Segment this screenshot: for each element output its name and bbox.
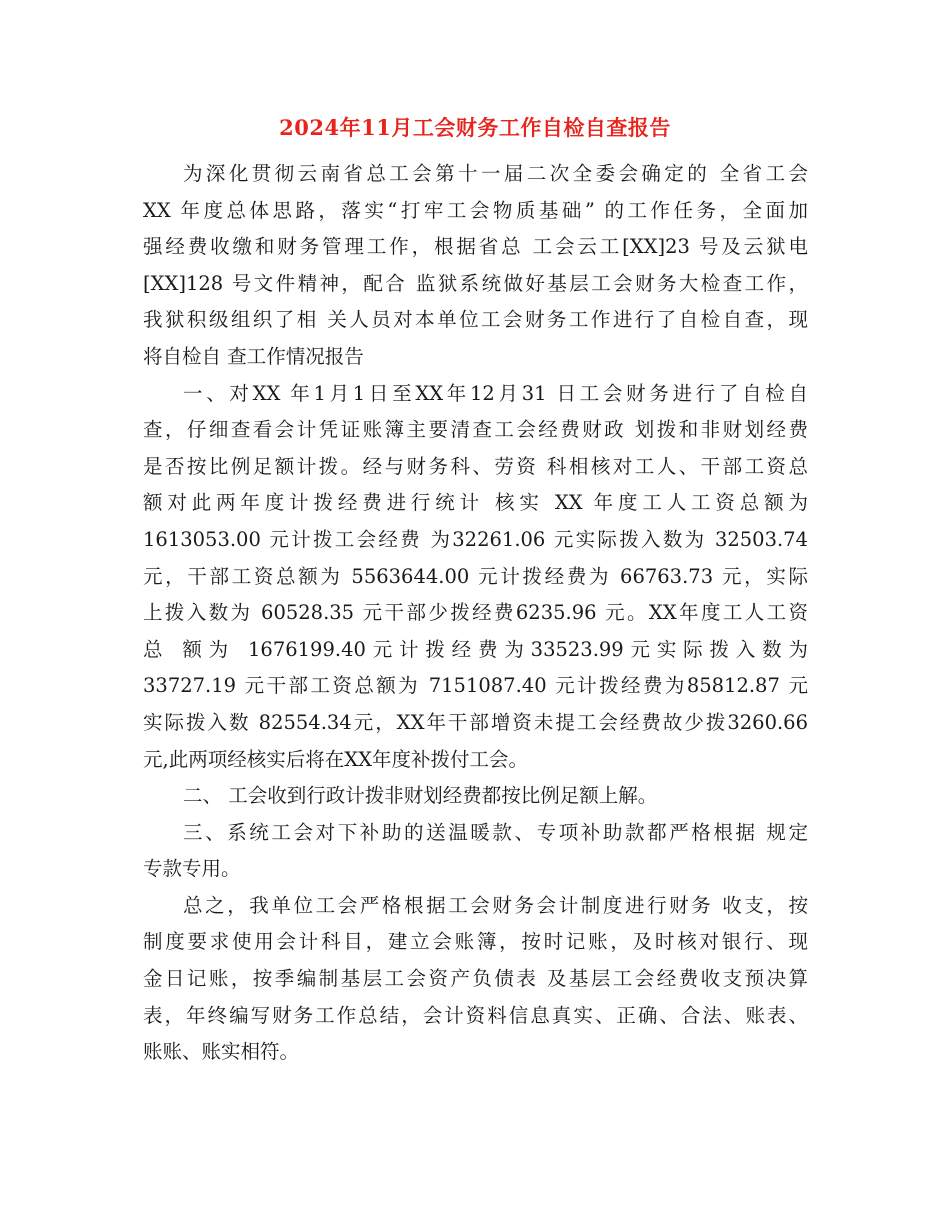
paragraph-section-three — [143, 815, 808, 888]
text-line: 查，仔细查看会计凭证账簿主要清查工会经费财政 划拨和非财划经费 — [143, 418, 808, 442]
text-line: 总 额为 1676199.40元计拨经费为33523.99元实际拨入数为 — [143, 637, 808, 661]
text-line: 表，年终编写财务工作总结，会计资料信息真实、正确、合法、账表、 — [143, 1003, 808, 1027]
text-line: 是否按比例足额计拨。经与财务科、劳资 科相核对工人、干部工资总 — [143, 454, 808, 478]
text-line: 二、 工会收到行政计拨非财划经费都按比例足额上解。 — [183, 784, 658, 808]
paragraph-section-one — [143, 376, 808, 779]
document-body — [143, 156, 808, 1071]
text-line: [XX]128 号文件精神，配合 监狱系统做好基层工会财务大检查工作， — [143, 271, 808, 295]
document-title: 2024年11月工会财务工作自检自查报告 — [279, 115, 671, 140]
text-line: 强经费收缴和财务管理工作，根据省总 工会云工[XX]23 号及云狱电 — [143, 235, 808, 259]
text-line: 元,此两项经核实后将在XX年度补拨付工会。 — [143, 747, 528, 771]
text-line: 三、系统工会对下补助的送温暖款、专项补助款都严格根据 规定 — [183, 820, 808, 844]
text-line: 一、对XX 年1月1日至XX年12月31 日工会财务进行了自检自 — [183, 381, 808, 405]
text-line: 金日记账，按季编制基层工会资产负债表 及基层工会经费收支预决算 — [143, 967, 808, 991]
text-line: 制度要求使用会计科目，建立会账簿，按时记账，及时核对银行、现 — [143, 930, 808, 954]
text-line: 元，干部工资总额为 5563644.00 元计拨经费为 66763.73 元，实际 — [143, 564, 808, 588]
text-line: 额对此两年度计拨经费进行统计 核实 XX 年度工人工资总额为 — [143, 491, 808, 515]
text-line: 我狱积级组织了相 关人员对本单位工会财务工作进行了自检自查，现 — [143, 308, 808, 332]
text-line: 账账、账实相符。 — [143, 1040, 300, 1064]
text-line: 总之，我单位工会严格根据工会财务会计制度进行财务 收支，按 — [183, 893, 808, 917]
text-line: 为深化贯彻云南省总工会第十一届二次全委会确定的 全省工会 — [183, 162, 808, 185]
paragraph-conclusion — [143, 888, 808, 1071]
paragraph-intro — [143, 156, 808, 376]
text-line: 将自检自 查工作情况报告 — [143, 344, 364, 368]
text-line: 专款专用。 — [143, 857, 241, 881]
paragraph-section-two — [143, 778, 808, 815]
text-line: 实际拨入数 82554.34元，XX年干部增资未提工会经费故少拨3260.66 — [143, 710, 808, 734]
text-line: 1613053.00 元计拨工会经费 为32261.06 元实际拨入数为 32503.74 — [143, 527, 808, 551]
text-line: 33727.19 元干部工资总额为 7151087.40 元计拨经费为85812.87 元 — [143, 674, 808, 698]
text-line: 上拨入数为 60528.35 元干部少拨经费6235.96 元。XX年度工人工资 — [143, 601, 808, 625]
text-line: XX 年度总体思路，落实“打牢工会物质基础” 的工作任务，全面加 — [143, 198, 808, 222]
